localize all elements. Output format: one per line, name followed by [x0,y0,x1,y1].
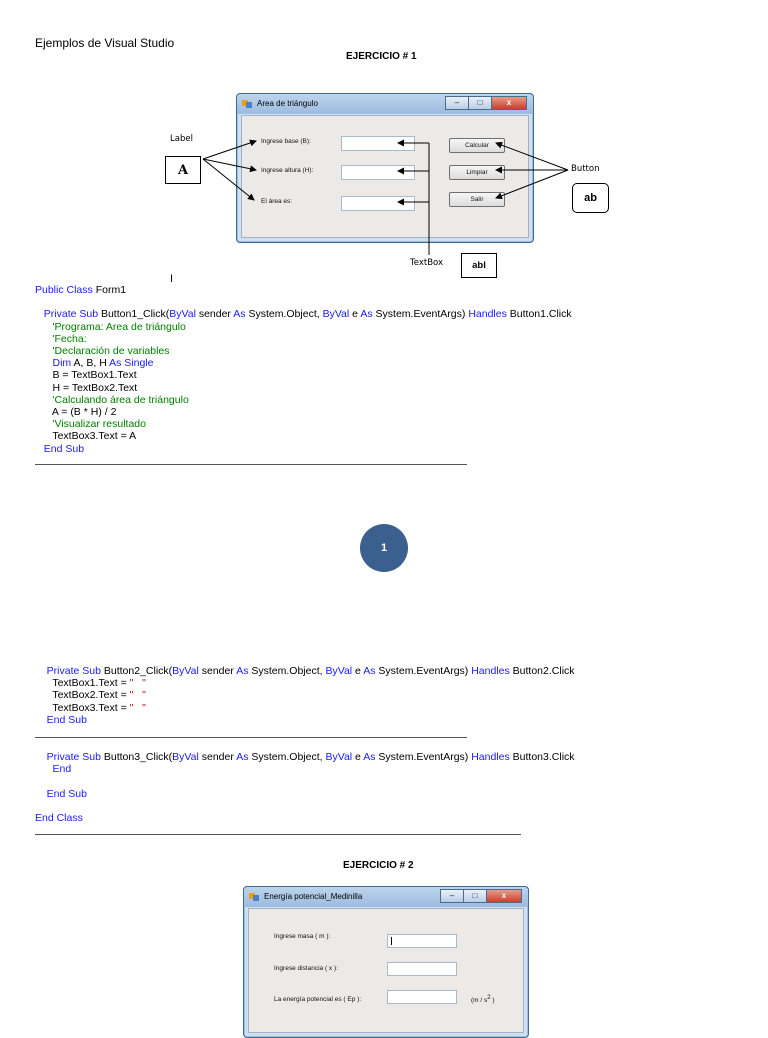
code-token: Button1_Click( [98,308,170,321]
code-line [35,812,575,824]
form2-textbox-energy[interactable] [387,990,457,1004]
code-token: ByVal [172,665,199,677]
code-token [35,308,44,320]
code-token: e [349,308,361,321]
code-block-1 [35,284,572,455]
code-token: As [363,665,376,677]
close-icon[interactable]: x [491,96,527,110]
label-tool-icon: A [165,156,201,184]
code-token: " " [129,677,146,690]
form2-textbox-distance[interactable] [387,962,457,976]
maximize-icon[interactable]: □ [468,96,492,110]
code-line [35,714,575,726]
code-token: End Sub [43,442,85,455]
form1-label-area: El área es: [261,198,293,205]
code-token [35,763,53,775]
form-app-icon [249,892,259,901]
code-token: Handles [471,751,510,763]
form2-label-distance: Ingrese distancia ( x ): [274,965,338,972]
code-line [35,418,572,430]
code-token: TextBox3.Text = [35,701,130,714]
code-line [35,763,575,775]
code-token: Handles [468,308,507,321]
code-token: As [233,308,246,321]
form1-title: Area de triángulo [257,99,318,108]
code-token: H = TextBox2.Text [35,381,138,394]
code-token: sender [198,665,237,677]
code-line [35,357,572,369]
code-line [35,394,572,406]
text-cursor-icon: I [170,273,174,285]
close-icon[interactable]: x [486,889,522,903]
code-token [35,333,53,345]
code-token: End [52,763,72,776]
code-token: As [360,308,373,321]
code-token: 'Programa: Area de triángulo [52,320,186,333]
code-line [35,430,572,442]
separator-2 [35,737,467,738]
code-token: As [236,751,249,763]
form1-label-base: Ingrese base (B): [261,138,311,145]
code-token: Private Sub [43,308,99,321]
form2-label-energy: La energía potencial es ( Ep ): [274,996,362,1003]
label-caption: Label [170,134,193,144]
form2-window [243,886,529,1038]
code-token: ByVal [172,751,199,763]
code-token: TextBox1.Text = [35,677,130,690]
code-token: B = TextBox1.Text [35,369,137,382]
code-token: System.EventArgs) [372,308,469,321]
page-heading: Ejemplos de Visual Studio [35,36,175,50]
code-token: " " [129,701,146,714]
limpiar-button[interactable]: Limpiar [449,165,505,180]
code-line [35,775,575,787]
code-line [35,308,572,320]
calcular-button[interactable]: Calcular [449,138,505,153]
callout-arrows [0,0,768,300]
minimize-icon[interactable]: – [445,96,469,110]
code-line [35,296,572,308]
code-line [35,788,575,800]
code-token: 'Declaración de variables [52,345,170,357]
salir-button[interactable]: Salir [449,192,505,207]
code-token: As [363,751,376,763]
code-block-2 [35,665,575,726]
code-line [35,345,572,357]
code-line [35,689,575,701]
code-token [35,357,53,369]
maximize-icon[interactable]: □ [463,889,487,903]
form2-unit-label: ($m / s^2$ ) [471,995,495,1005]
code-token: Public Class [35,284,93,296]
code-token: End Sub [46,787,87,800]
code-token [35,443,44,455]
code-token [35,418,53,430]
code-token: " " [129,689,146,702]
window-controls [441,889,522,903]
code-token [35,714,47,726]
textbox-caption: TextBox [410,258,443,268]
code-line [35,382,572,394]
code-line [35,665,575,677]
separator-3 [35,834,521,835]
form2-titlebar [244,887,528,907]
code-token: Private Sub [46,665,101,677]
textbox-tool-icon: abl [461,253,497,278]
code-line [35,443,572,455]
code-line [35,406,572,418]
code-token: 'Fecha: [52,332,87,345]
code-token [35,751,47,763]
code-token: Form1 [92,284,127,296]
code-token: sender [195,308,234,321]
minimize-icon[interactable]: – [440,889,464,903]
button-caption: Button [571,164,600,174]
code-token: sender [198,751,237,763]
code-token: As [236,665,249,677]
code-line [35,677,575,689]
code-token: Dim [52,357,72,370]
code-token: Private Sub [46,751,101,763]
code-token: As Single [109,357,154,370]
code-token [35,665,47,677]
code-token: A = (B * H) / 2 [35,406,117,419]
code-token [35,394,53,406]
code-token [35,321,53,333]
code-token: Button1.Click [506,308,572,321]
code-token [35,788,47,800]
separator-1 [35,464,467,465]
code-token: End Sub [46,713,87,726]
exercise-1-title: EJERCICIO # 1 [346,51,417,62]
code-token: TextBox3.Text = A [35,430,137,443]
form2-title: Energía potencial_Medinilla [264,892,363,901]
code-token: ByVal [322,308,350,321]
code-token: ByVal [169,308,196,321]
code-line [35,369,572,381]
code-token: ByVal [325,665,353,677]
code-token: System.EventArgs) [375,751,472,763]
text-caret [391,937,392,945]
button-tool-icon: ab [572,183,609,213]
form2-label-mass: Ingrese masa ( m ): [274,933,331,940]
code-token: Button3.Click [509,751,575,763]
code-token: Button2.Click [509,665,575,677]
code-token [35,345,53,357]
code-token: e [352,665,364,677]
form2-body [248,908,524,1033]
code-token: e [352,751,364,763]
code-line [35,333,572,345]
code-token: Button2_Click( [100,665,173,677]
code-line [35,284,572,296]
code-token: System.Object, [245,308,323,321]
code-token: 'Calculando área de triángulo [52,393,189,406]
form1-label-height: Ingrese altura (H): [261,167,314,174]
form2-textbox-mass[interactable] [387,934,457,948]
code-token: TextBox2.Text = [35,689,130,702]
code-line [35,321,572,333]
code-token: ByVal [325,751,353,763]
code-token: System.Object, [248,665,326,677]
exercise-2-title: EJERCICIO # 2 [343,860,414,871]
code-line [35,751,575,763]
code-block-3 [35,751,575,824]
code-token: End Class [35,811,83,824]
code-token: Button3_Click( [100,751,173,763]
code-token: 'Visualizar resultado [52,418,146,431]
code-token: Handles [471,665,510,677]
code-line [35,702,575,714]
code-token: System.Object, [248,751,326,763]
code-token: System.EventArgs) [375,665,472,677]
page-number-badge: 1 [360,524,408,572]
code-token: A, B, H [71,357,110,370]
code-line [35,800,575,812]
